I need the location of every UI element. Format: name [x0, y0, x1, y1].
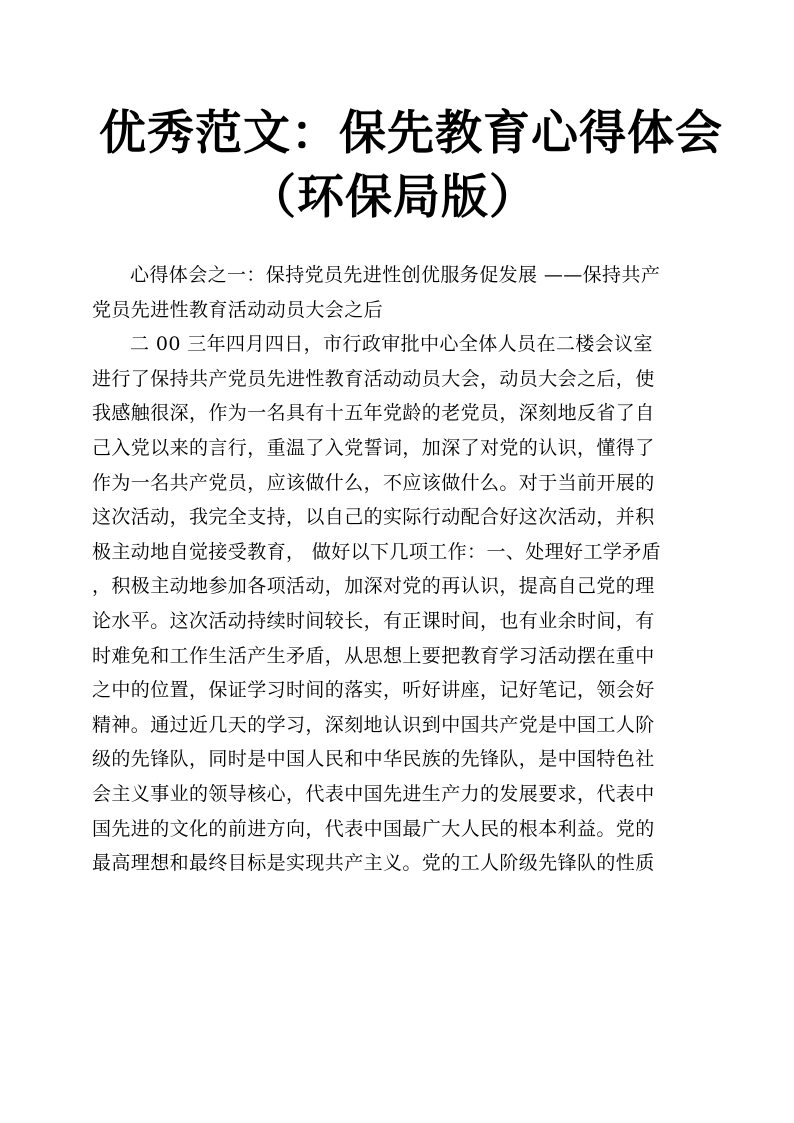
- paragraph-2-line: 作为一名共产党员，应该做什么，不应该做什么。对于当前开展的: [92, 471, 655, 494]
- paragraph-2-line: 己入党以来的言行，重温了入党誓词，加深了对党的认识，懂得了: [92, 436, 655, 459]
- paragraph-2-line: 论水平。这次活动持续时间较长，有正课时间，也有业余时间，有: [92, 609, 655, 632]
- paragraph-2-line: 时难免和工作生活产生矛盾，从思想上要把教育学习活动摆在重中: [92, 644, 655, 667]
- paragraph-2-line: 级的先锋队，同时是中国人民和中华民族的先锋队，是中国特色社: [92, 748, 655, 771]
- paragraph-2-line: 我感触很深，作为一名具有十五年党龄的老党员，深刻地反省了自: [92, 402, 655, 425]
- paragraph-2-line: 会主义事业的领导核心，代表中国先进生产力的发展要求，代表中: [92, 782, 655, 805]
- paragraph-2-line: 这次活动，我完全支持，以自己的实际行动配合好这次活动，并积: [92, 506, 655, 529]
- paragraph-1-line: 心得体会之一：保持党员先进性创优服务促发展 ——保持共产: [130, 264, 661, 286]
- paragraph-2-line: 极主动地自觉接受教育， 做好以下几项工作：一、处理好工学矛盾: [92, 540, 662, 563]
- paragraph-2-line: 进行了保持共产党员先进性教育活动动员大会，动员大会之后，使: [92, 367, 655, 390]
- document-title-line-1: 优秀范文：保先教育心得体会: [99, 106, 723, 161]
- paragraph-2-line: 之中的位置，保证学习时间的落实，听好讲座，记好笔记，领会好: [92, 679, 655, 702]
- paragraph-2-line: 二 00 三年四月四日，市行政审批中心全体人员在二楼会议室: [130, 333, 653, 356]
- paragraph-1-line: 党员先进性教育活动动员大会之后: [92, 298, 384, 321]
- paragraph-2-line: 精神。通过近几天的学习，深刻地认识到中国共产党是中国工人阶: [92, 713, 655, 736]
- paragraph-2-line: 国先进的文化的前进方向，代表中国最广大人民的根本利益。党的: [92, 817, 655, 840]
- document-title-line-2: （环保局版）: [249, 170, 537, 225]
- document-body: [92, 258, 708, 881]
- paragraph-2-line: 最高理想和最终目标是实现共产主义。党的工人阶级先锋队的性质: [92, 852, 655, 875]
- paragraph-2-line: ，积极主动地参加各项活动，加深对党的再认识，提高自己党的理: [92, 575, 655, 598]
